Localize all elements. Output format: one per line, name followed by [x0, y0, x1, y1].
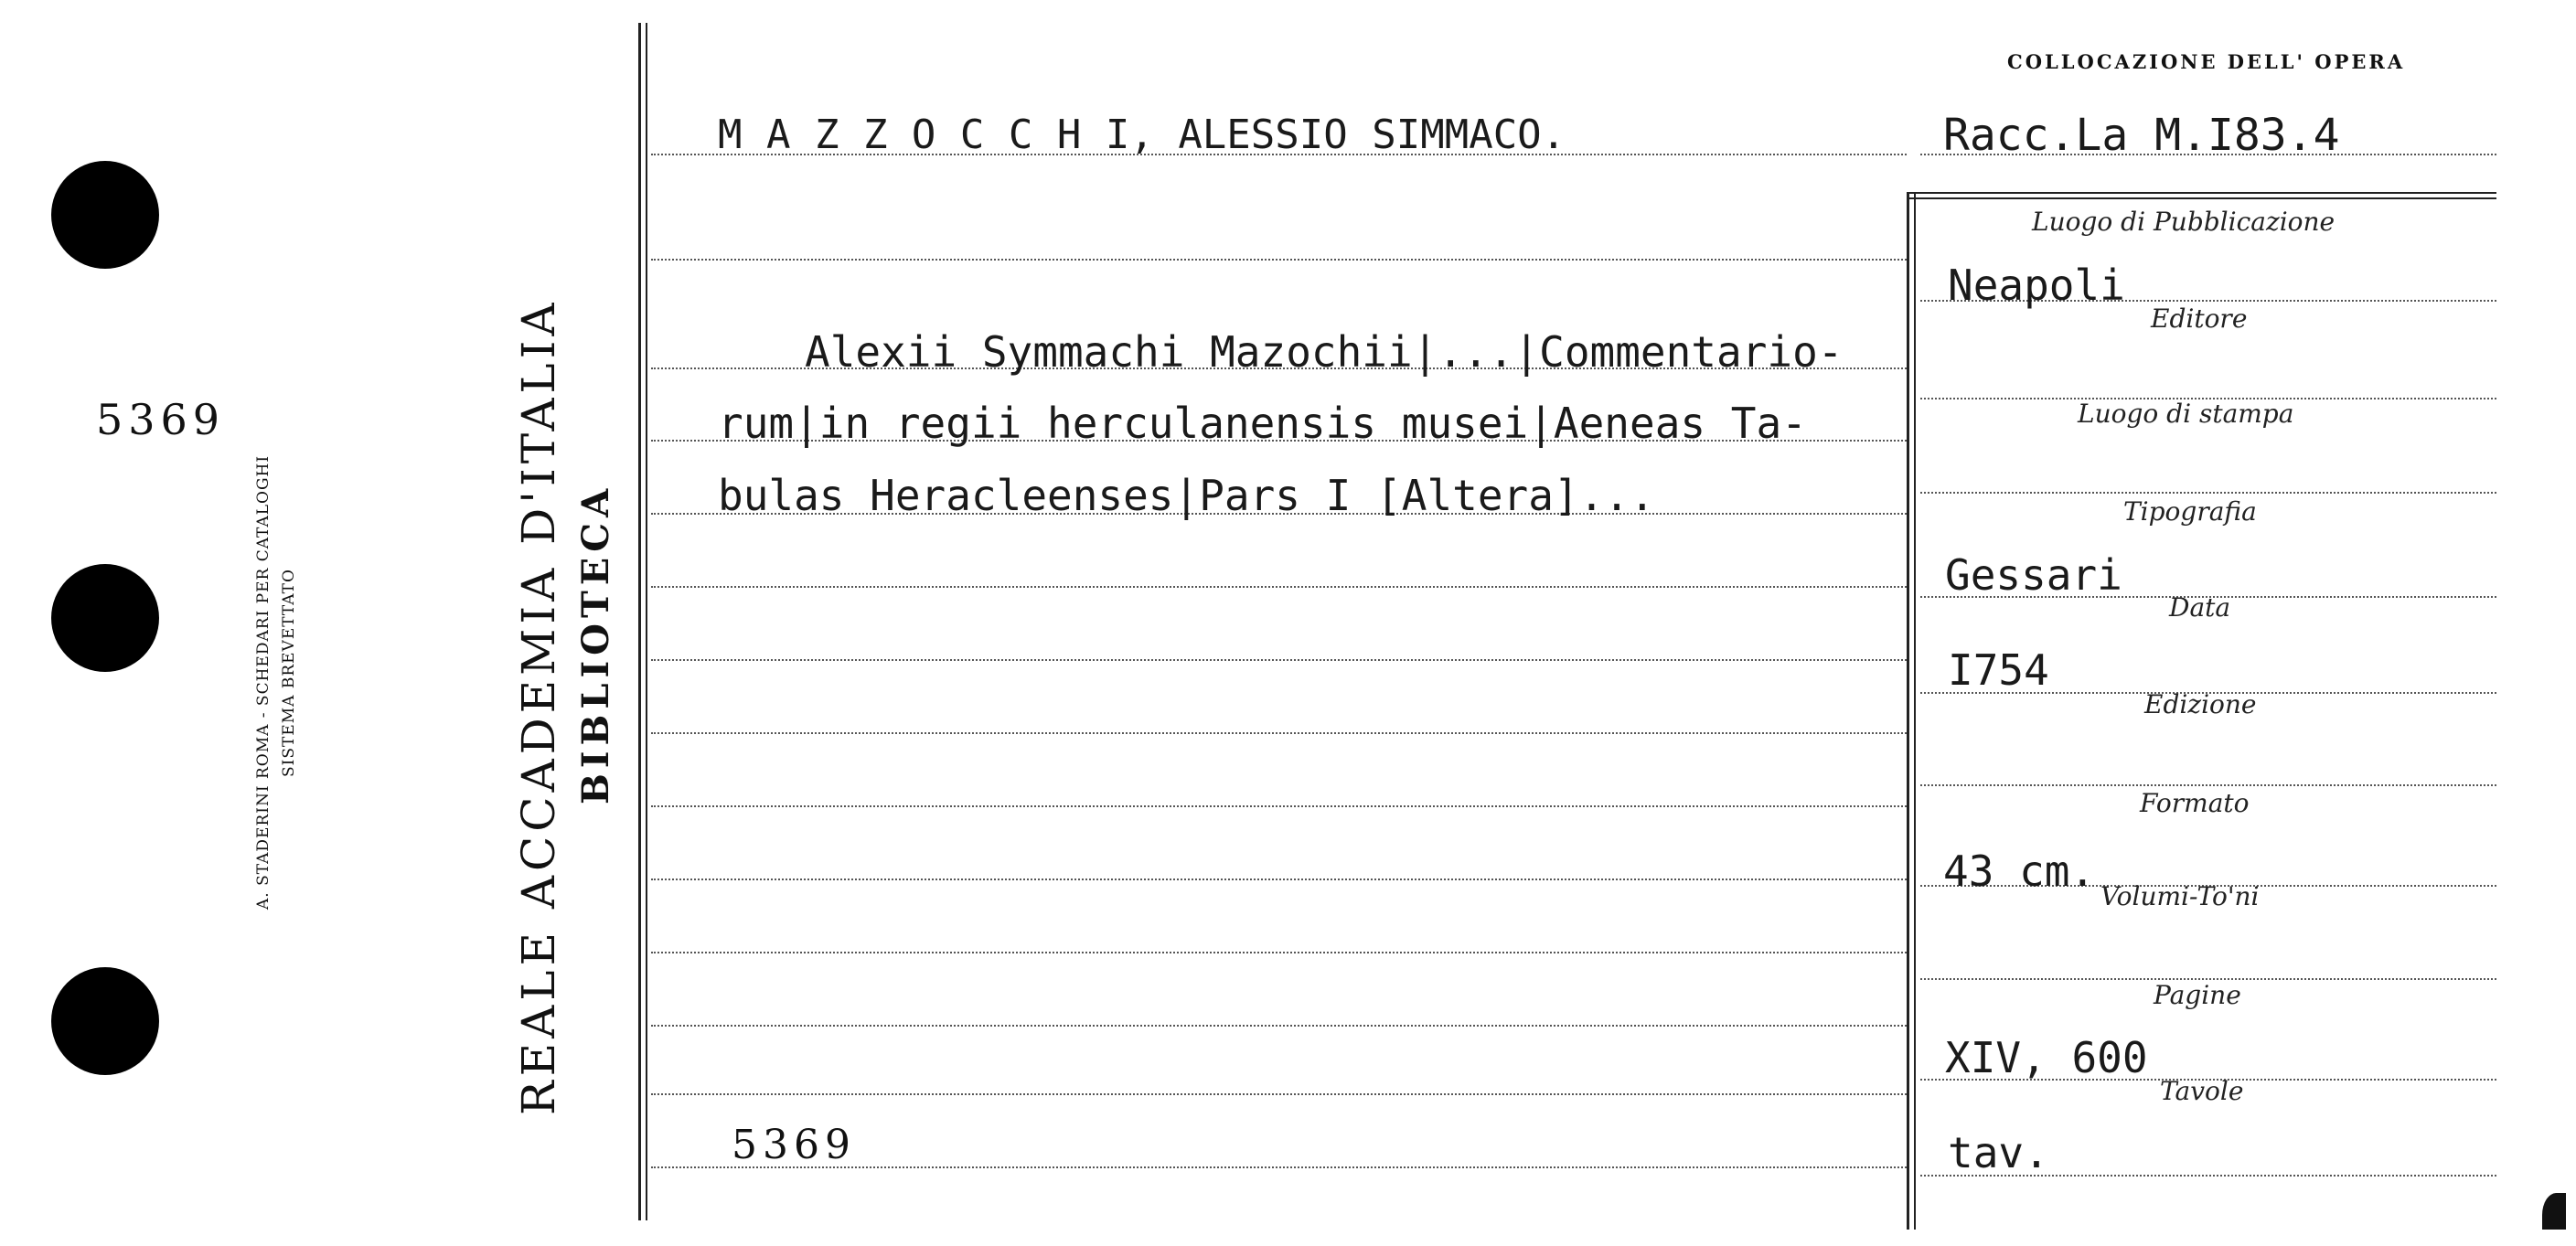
author-heading: M A Z Z O C C H I, ALESSIO SIMMACO. [718, 112, 1566, 158]
punch-hole-middle [51, 564, 159, 672]
label-data: Data [2169, 592, 2231, 623]
right-panel-rule-a [1907, 192, 1909, 1230]
title-line-1: Alexii Symmachi Mazochii|...|Commentario- [805, 327, 1844, 377]
left-double-rule-b [646, 23, 647, 1220]
value-luogo-pubblicazione: Neapoli [1948, 261, 2125, 310]
right-panel-top-rule-a [1907, 192, 2496, 194]
printer-credit-line2: SISTEMA BREVETTATO [280, 569, 298, 777]
value-pagine: XIV, 600 [1945, 1033, 2148, 1082]
label-editore: Editore [2151, 304, 2248, 334]
value-tavole: tav. [1948, 1128, 2049, 1177]
label-tipografia: Tipografia [2123, 496, 2257, 527]
label-volumi: Volumi-To'ni [2100, 881, 2260, 911]
printer-credit-line1: A. STADERINI ROMA - SCHEDARI PER CATALOGHI [254, 454, 273, 910]
bottom-card-number: 5369 [732, 1122, 856, 1168]
shelfmark: Racc.La M.I83.4 [1943, 110, 2340, 161]
label-tavole: Tavole [2160, 1076, 2244, 1106]
library-label: BIBLIOTECA [574, 483, 617, 804]
rule-line [651, 879, 1907, 880]
right-panel-top-rule-b [1907, 197, 2496, 199]
label-pagine: Pagine [2154, 980, 2241, 1010]
panel-rule-line [1920, 784, 2496, 786]
rule-line [651, 659, 1907, 661]
right-panel-rule-b [1914, 192, 1916, 1230]
value-tipografia: Gessari [1945, 550, 2122, 600]
panel-rule-line [1920, 492, 2496, 494]
rule-line [651, 732, 1907, 734]
value-data: I754 [1948, 645, 2049, 695]
punch-hole-bottom [51, 967, 159, 1075]
corner-mark [2542, 1193, 2566, 1230]
left-card-number: 5369 [96, 395, 226, 444]
value-formato: 43 cm. [1943, 847, 2096, 896]
rule-line [651, 1025, 1907, 1027]
rule-line [651, 586, 1907, 588]
left-double-rule-a [638, 23, 641, 1220]
collocation-header: COLLOCAZIONE DELL' OPERA [2007, 50, 2406, 73]
institution-name: REALE ACCADEMIA D'ITALIA [512, 298, 565, 1115]
rule-line [651, 259, 1907, 261]
label-luogo-stampa: Luogo di stampa [2078, 399, 2294, 429]
label-luogo-pubblicazione: Luogo di Pubblicazione [2032, 207, 2336, 237]
rule-line [651, 1093, 1907, 1095]
label-formato: Formato [2140, 788, 2250, 818]
rule-line [651, 952, 1907, 953]
title-line-2: rum|in regii herculanensis musei|Aeneas Ta- [718, 399, 1807, 448]
rule-line [651, 805, 1907, 807]
label-edizione: Edizione [2144, 689, 2257, 719]
punch-hole-top [51, 161, 159, 269]
title-line-3: bulas Heracleenses|Pars I [Altera]... [718, 471, 1655, 520]
